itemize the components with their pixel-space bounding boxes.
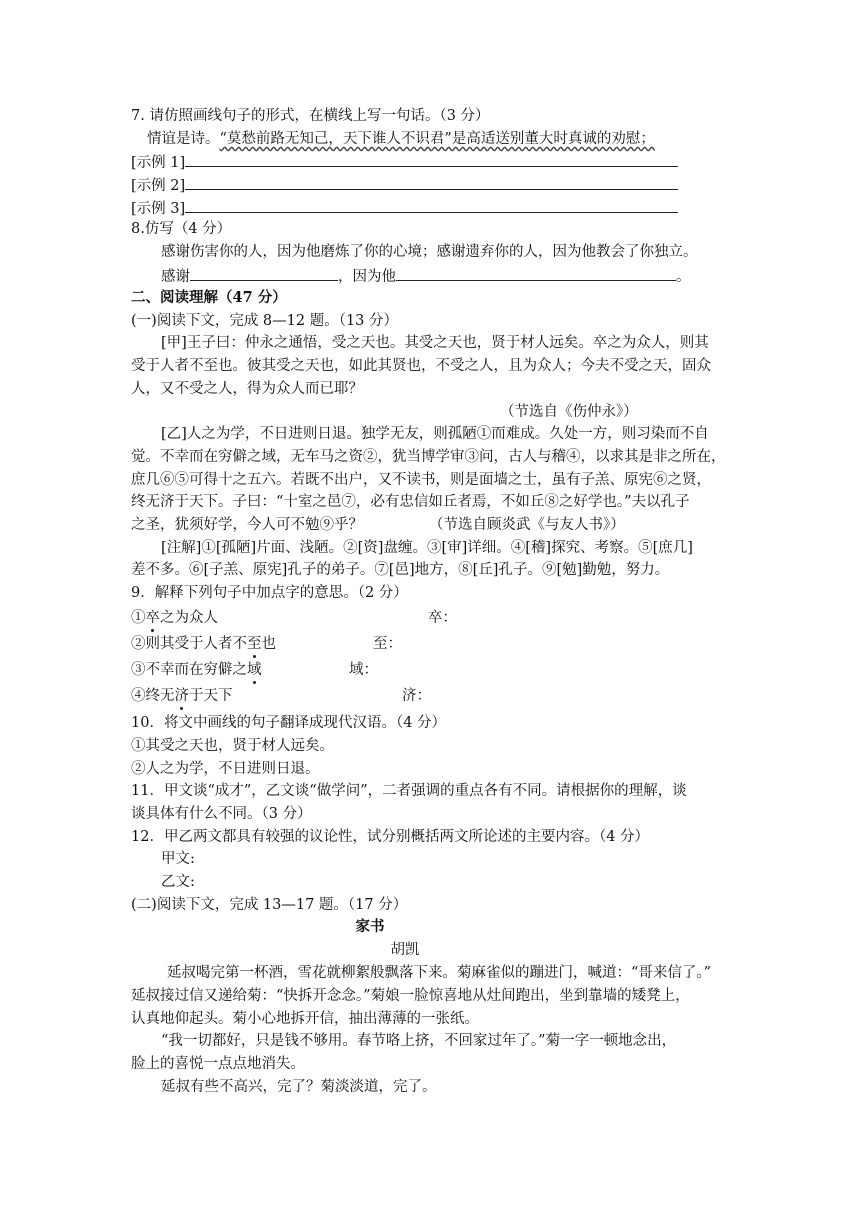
part2-title: (二)阅读下文，完成 13—17 题。（17 分） xyxy=(131,897,408,913)
q9-answer-label-3: 域： xyxy=(349,662,378,678)
q9-item-text: ① xyxy=(131,610,146,626)
q7-prompt xyxy=(147,129,655,149)
q9-item-text: 也 xyxy=(261,636,276,652)
q9-title: 9．解释下列句子中加点字的意思。（2 分） xyxy=(131,585,408,601)
q7-lead: 情谊是诗。 xyxy=(147,131,220,147)
text-jia-line: 受于人者不至也。彼其受之天也，如此其贤也，不受之人，且为众人；今夫不受之天，固众 xyxy=(131,358,711,374)
text-yi-line: [乙]人之为学，不日进则日退。独学无友，则孤陋①而难成。久处一方，则习染而不自 xyxy=(161,426,709,442)
text-jia-line: 人，又不受之人，得为众人而已耶？ xyxy=(131,381,363,397)
answer-blank[interactable] xyxy=(185,151,678,167)
q9-answer-label-2: 至： xyxy=(373,636,402,652)
q7-example-2 xyxy=(131,174,678,196)
section2-title: 二、阅读理解（47 分） xyxy=(131,289,287,306)
q8-model-sentence: 感谢伤害你的人，因为他磨炼了你的心境；感谢遗弃你的人，因为他教会了你独立。 xyxy=(161,244,698,260)
story-title: 家书 xyxy=(355,918,385,935)
dotted-character: 域 xyxy=(247,662,262,678)
q10-sentence-2: ②人之为学，不日进则日退。 xyxy=(131,761,320,777)
dotted-character: 至 xyxy=(247,636,262,652)
story-paragraph-line: 认真地仰起头。菊小心地拆开信，抽出薄薄的一张纸。 xyxy=(131,1011,479,1027)
text-yi-source: （节选自顾炎武《与友人书》） xyxy=(429,517,625,533)
story-author: 胡凯 xyxy=(390,942,420,958)
story-paragraph-line: 延叔喝完第一杯酒，雪花就柳絮般飘落下来。菊麻雀似的蹦进门，喊道：“哥来信了。” xyxy=(167,965,712,981)
answer-blank[interactable] xyxy=(190,265,338,281)
q9-item-4 xyxy=(131,686,233,706)
q9-item-text: ④终无 xyxy=(131,688,175,704)
q8-title: 8.仿写（4 分） xyxy=(131,221,232,237)
q9-item-2 xyxy=(131,634,276,654)
text-yi-line: 终无济于天下。子曰：“十室之邑⑦，必有忠信如丘者焉，不如丘⑧之好学也。”夫以孔子 xyxy=(131,494,690,510)
example-label: [示例 1] xyxy=(131,155,186,171)
notes-line: 差不多。⑥[子羔、原宪]孔子的弟子。⑦[邑]地方，⑧[丘]孔子。⑨[勉]勤勉，努力。 xyxy=(131,562,670,578)
q7-example-3 xyxy=(131,197,678,219)
q9-item-text: 之为众人 xyxy=(160,610,218,626)
answer-blank[interactable] xyxy=(396,265,676,281)
q12-yi-label: 乙文: xyxy=(161,874,195,890)
story-paragraph-line: “我一切都好，只是钱不够用。春节咯上挤，不回家过年了。”菊一字一顿地念出， xyxy=(161,1033,677,1049)
q7-example-1 xyxy=(131,151,678,173)
notes-line: [注解]①[孤陋]片面、浅陋。②[资]盘缠。③[审]详细。④[稽]探究、考察。⑤[庶几] xyxy=(161,540,693,556)
q7-title: 7. 请仿照画线句子的形式，在横线上写一句话。（3 分） xyxy=(131,108,490,124)
q8-fill-line xyxy=(161,265,691,287)
q9-item-3 xyxy=(131,660,262,680)
q10-sentence-1: ①其受之天也，贤于材人远矣。 xyxy=(131,738,334,754)
q9-item-1 xyxy=(131,608,218,628)
answer-blank[interactable] xyxy=(185,197,678,213)
q7-underlined-sentence: “莫愁前路无知己，天下谁人不识君”是高适送别董大时真诚的劝慰； xyxy=(219,131,655,147)
text-jia-line: [甲]王子曰：仲永之通悟，受之天也。其受之天也，贤于材人远矣。卒之为众人，则其 xyxy=(161,335,709,351)
q9-item-text: ②则其受于人者不 xyxy=(131,636,247,652)
q9-answer-label-4: 济： xyxy=(402,688,431,704)
q11-line-2: 谈具体有什么不同。（3 分） xyxy=(131,806,312,822)
text-yi-line: 庶几⑥⑤可得十之五六。若既不出户，又不读书，则是面墙之士，虽有子羔、原宪⑥之贤， xyxy=(131,472,711,488)
q9-answer-label-1: 卒： xyxy=(428,610,457,626)
dotted-character: 卒 xyxy=(145,610,160,626)
q8-fill-b: ，因为他 xyxy=(338,269,396,285)
text-yi-line: 觉。不幸而在穷僻之域，无车马之资②，犹当博学审③问，古人与稽④，以求其是非之所在， xyxy=(131,449,726,465)
story-paragraph-line: 脸上的喜悦一点点地消失。 xyxy=(131,1056,305,1072)
q12-title: 12．甲乙两文都具有较强的议论性，试分别概括两文所论述的主要内容。（4 分） xyxy=(131,829,650,845)
section2-part1-title: (一)阅读下文，完成 8—12 题。（13 分） xyxy=(131,313,399,329)
text-yi-last: 之圣，犹须好学，今人可不勉⑨乎？ xyxy=(131,517,363,533)
example-label: [示例 2] xyxy=(131,178,186,194)
q9-item-text: 于天下 xyxy=(189,688,233,704)
q9-item-text: ③不幸而在穷僻之 xyxy=(131,662,247,678)
text-jia-source: （节选自《伤仲永》） xyxy=(500,404,638,420)
q8-fill-end: 。 xyxy=(676,269,691,285)
q10-title: 10．将文中画线的句子翻译成现代汉语。（4 分） xyxy=(131,715,447,731)
example-label: [示例 3] xyxy=(131,201,186,217)
q12-jia-label: 甲文: xyxy=(161,851,195,867)
q8-fill-a: 感谢 xyxy=(161,269,190,285)
text-yi-last-line xyxy=(131,515,625,535)
answer-blank[interactable] xyxy=(185,174,678,190)
story-paragraph-line: 延叔接过信又递给菊：“快拆开念念。”菊娘一脸惊喜地从灶间跑出，坐到靠墙的矮凳上， xyxy=(131,988,690,1004)
dotted-character: 济 xyxy=(174,688,189,704)
q11-line-1: 11．甲文谈“成才”，乙文谈“做学问”，二者强调的重点各有不同。请根据你的理解，谈 xyxy=(131,783,687,799)
story-paragraph-line: 延叔有些不高兴，完了？菊淡淡道，完了。 xyxy=(161,1079,437,1095)
